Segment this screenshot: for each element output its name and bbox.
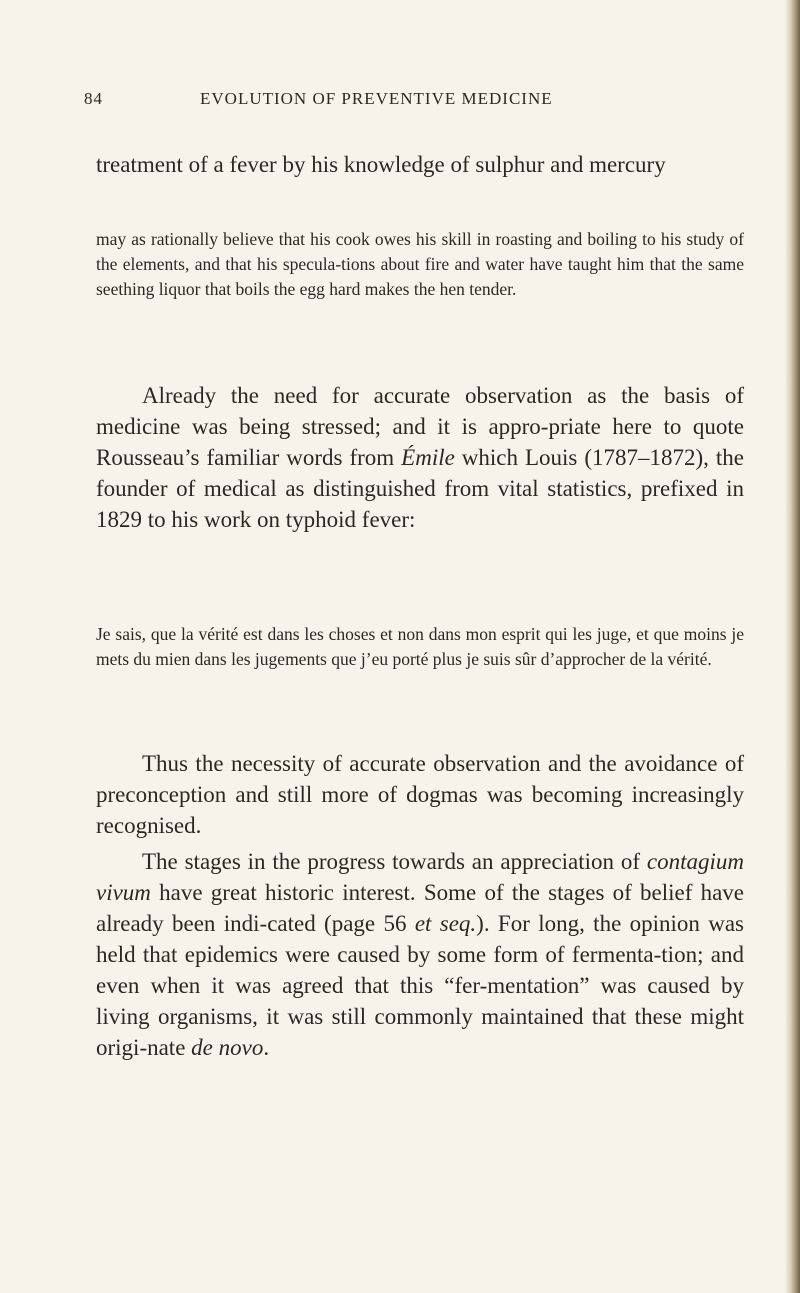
- paragraph-contagium: [96, 846, 744, 1063]
- paragraph-text: .: [263, 1035, 270, 1060]
- paragraph-text: have great historic interest. Some of the stages of belief have already been indi-cated (page 56: [96, 880, 744, 936]
- de-novo-term: de novo: [191, 1035, 264, 1060]
- quotation-text: Je sais, que la vérité est dans les choses et non dans mon esprit qui les juge, et que moins je mets du mien dans les jugements que j’eu porté plus je suis sûr d’approcher de la vérité.: [96, 624, 744, 669]
- paragraph-text: Already the need for accurate observation as the basis of medicine was being stressed; and it is appro-priate here to quote Rousseau’s familiar words from: [96, 383, 744, 470]
- paragraph-observation: [96, 380, 744, 535]
- running-title: EVOLUTION OF PREVENTIVE MEDICINE: [200, 89, 553, 108]
- emile-title: Émile: [401, 445, 455, 470]
- paragraph-text: treatment of a fever by his knowledge of sulphur and mercury: [96, 152, 666, 177]
- et-seq-term: et seq.: [414, 911, 477, 936]
- paragraph-text: ). For long, the opinion was held that epidemics were caused by some form of fermenta-tion; and even when it was agreed that this “fer-mentation” was caused by living organisms, it was still commonly maintained that these might origi-nate: [96, 911, 745, 1060]
- paragraph-text: The stages in the progress towards an appreciation of: [142, 849, 647, 874]
- paragraph-necessity: [96, 748, 744, 841]
- paragraph-text: may as rationally believe that his cook owes his skill in roasting and boiling to his study of the elements, and that his specula-tions about fire and water have taught him that the same seething liquor that boils the egg hard makes the hen tender.: [96, 229, 744, 299]
- paragraph-text: Thus the necessity of accurate observation and the avoidance of preconception and still more of dogmas was becoming increasingly recognised.: [96, 751, 744, 838]
- paragraph-quoted-passage: [96, 227, 744, 302]
- french-quotation: [96, 622, 744, 672]
- page-edge-shadow: [786, 0, 800, 1293]
- page-number: 84: [84, 89, 103, 108]
- paragraph-text: which Louis (1787–1872), the founder of medical as distinguished from vital statistics, prefixed in 1829 to his work on typhoid fever:: [96, 445, 744, 532]
- paragraph-continued: [96, 149, 744, 180]
- contagium-vivum-term: contagium vivum: [96, 849, 744, 905]
